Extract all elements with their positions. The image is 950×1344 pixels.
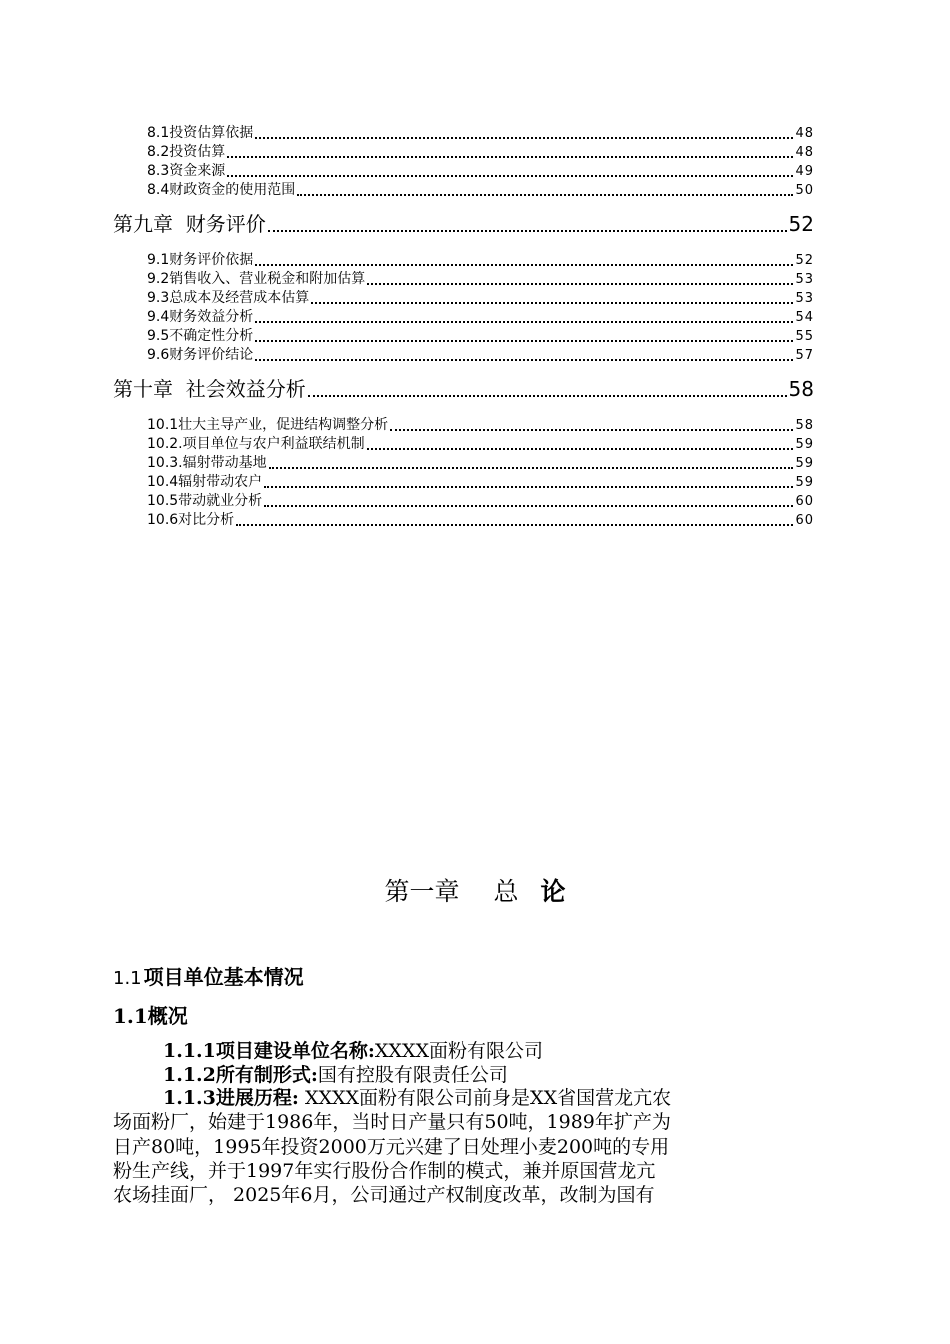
toc-leader-dots (264, 486, 793, 488)
toc-entry-page: 48 (795, 126, 814, 141)
toc-entry[interactable] (147, 346, 814, 365)
chapter-title-number: 第一章 (384, 877, 460, 906)
toc-leader-dots (264, 505, 793, 507)
toc-entry-page: 59 (795, 437, 814, 452)
section-number: 1.1 (113, 968, 142, 989)
toc-leader-dots (269, 467, 794, 469)
toc-entry-label: 9.1财务评价依据 (147, 252, 254, 268)
section-heading (113, 962, 304, 992)
toc-entry[interactable] (147, 308, 814, 327)
toc-entry[interactable] (147, 289, 814, 308)
info-item-label: 1.1.2所有制形式: (163, 1064, 318, 1086)
toc-entry-label: 9.3总成本及经营成本估算 (147, 290, 310, 306)
toc-chapter-label: 第九章 财务评价 (113, 212, 266, 236)
toc-leader-dots (268, 230, 787, 232)
toc-entry-page: 48 (795, 145, 814, 160)
toc-entry-label: 8.3资金来源 (147, 163, 226, 179)
toc-entry-label: 10.2.项目单位与农户利益联结机制 (147, 436, 365, 452)
chapter-title (0, 872, 950, 912)
toc-entry-label: 10.1壮大主导产业，促进结构调整分析 (147, 417, 389, 433)
toc-entry[interactable] (147, 416, 814, 435)
toc-leader-dots (255, 340, 793, 342)
toc-entry[interactable] (147, 511, 814, 530)
paragraph-line: 日产80吨，1995年投资2000万元兴建了日处理小麦200吨的专用 (113, 1135, 670, 1158)
toc-entry[interactable] (147, 327, 814, 346)
history-paragraph (113, 1086, 813, 1207)
toc-entry-label: 10.6对比分析 (147, 512, 235, 528)
toc-leader-dots (308, 395, 787, 397)
toc-entry-page: 54 (795, 310, 814, 325)
toc-entry-page: 60 (795, 513, 814, 528)
paragraph-text: XXXX面粉有限公司前身是XX省国营龙亢农 (304, 1087, 672, 1109)
toc-chapter-page: 58 (788, 377, 814, 401)
toc-entry[interactable] (147, 162, 814, 181)
toc-leader-dots (390, 429, 793, 431)
toc-leader-dots (227, 175, 793, 177)
toc-entry[interactable] (147, 492, 814, 511)
info-item-label: 1.1.1项目建设单位名称: (163, 1040, 375, 1062)
toc-entry[interactable] (147, 454, 814, 473)
toc-entry-page: 55 (795, 329, 814, 344)
paragraph-line (113, 1086, 813, 1110)
toc-entry-page: 60 (795, 494, 814, 509)
toc-leader-dots (367, 448, 794, 450)
toc-chapter-label: 第十章 社会效益分析 (113, 377, 306, 401)
toc-entry[interactable] (147, 473, 814, 492)
toc-entry[interactable] (147, 124, 814, 143)
toc-entry-page: 58 (795, 418, 814, 433)
toc-entry-page: 57 (795, 348, 814, 363)
toc-entry[interactable] (147, 270, 814, 289)
toc-entry[interactable] (147, 435, 814, 454)
chapter-title-word-2: 论 (540, 877, 566, 906)
toc-entry-label: 10.5带动就业分析 (147, 493, 263, 509)
toc-entry-page: 53 (795, 291, 814, 306)
toc-chapter-9[interactable] (113, 210, 814, 238)
toc-entry-label: 9.2销售收入、营业税金和附加估算 (147, 271, 366, 287)
toc-entry-label: 10.3.辐射带动基地 (147, 455, 267, 471)
toc-leader-dots (227, 156, 793, 158)
toc-entry-page: 59 (795, 456, 814, 471)
toc-entry-label: 9.6财务评价结论 (147, 347, 254, 363)
toc-entry-label: 9.5不确定性分析 (147, 328, 254, 344)
paragraph-line: 粉生产线，并于1997年实行股份合作制的模式，兼并原国营龙亢 (113, 1159, 656, 1182)
toc-leader-dots (297, 194, 793, 196)
toc-entry[interactable] (147, 143, 814, 162)
history-label: 1.1.3进展历程: (163, 1087, 299, 1109)
toc-entry-label: 8.2投资估算 (147, 144, 226, 160)
toc-entry[interactable] (147, 251, 814, 270)
toc-leader-dots (255, 137, 793, 139)
info-item-value: 国有控股有限责任公司 (317, 1064, 508, 1086)
toc-entry-label: 8.4财政资金的使用范围 (147, 182, 296, 198)
chapter-title-word-1: 总 (493, 877, 519, 906)
paragraph-line: 农场挂面厂， 2025年6月，公司通过产权制度改革，改制为国有 (113, 1184, 655, 1207)
toc-entry-label: 10.4辐射带动农户 (147, 474, 263, 490)
info-item-value: XXXX面粉有限公司 (374, 1040, 544, 1062)
info-item-ownership (163, 1062, 508, 1088)
toc-entry-page: 52 (795, 253, 814, 268)
toc-leader-dots (255, 321, 793, 323)
paragraph-line: 场面粉厂，始建于1986年，当时日产量只有50吨，1989年扩产为 (113, 1111, 671, 1134)
toc-leader-dots (311, 302, 793, 304)
toc-entry[interactable] (147, 181, 814, 200)
toc-chapter-page: 52 (788, 212, 814, 236)
toc-entry-page: 50 (795, 183, 814, 198)
toc-leader-dots (367, 283, 793, 285)
toc-entry-page: 53 (795, 272, 814, 287)
toc-leader-dots (255, 359, 793, 361)
subsection-heading: 1.1概况 (113, 1004, 188, 1028)
toc-leader-dots (255, 264, 793, 266)
toc-chapter-10[interactable] (113, 375, 814, 403)
toc-entry-label: 8.1投资估算依据 (147, 125, 254, 141)
toc-entry-page: 59 (795, 475, 814, 490)
toc-entry-page: 49 (795, 164, 814, 179)
section-title: 项目单位基本情况 (143, 965, 304, 989)
toc-leader-dots (236, 524, 793, 526)
info-item-unit-name (163, 1038, 543, 1064)
toc-entry-label: 9.4财务效益分析 (147, 309, 254, 325)
